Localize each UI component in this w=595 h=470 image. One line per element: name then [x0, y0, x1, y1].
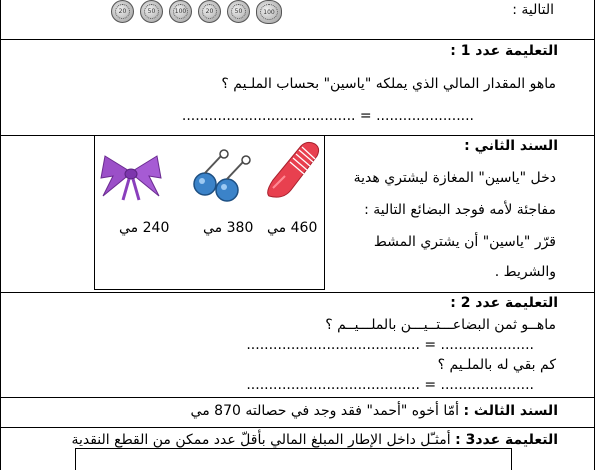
instruction-3-text: أمثـّل داخل الإطار المبلغ المالي بأقلّ عدد ممكن من القطع النقدية	[71, 432, 451, 448]
coin-icon: 100	[169, 0, 192, 23]
coin-row	[111, 0, 282, 25]
support-2-line: قرّر "ياسين" أن يشتري المشط	[373, 234, 556, 250]
support-2-title: السند الثاني :	[464, 138, 558, 154]
instruction-2	[0, 293, 595, 398]
instruction-3-row	[71, 432, 558, 448]
support-3-title: السند الثالث :	[463, 403, 558, 419]
answer-frame[interactable]	[75, 448, 512, 470]
instruction-1-answer[interactable]: ...................... = .......................................	[181, 108, 474, 124]
support-3-row	[191, 403, 558, 419]
support-2	[0, 136, 595, 293]
instruction-2-answer-2[interactable]: ..................... = .......................................	[246, 377, 534, 393]
instruction-1-question: ماهو المقدار المالي الذي يملكه "ياسين" بحساب الملـيم ؟	[221, 76, 556, 92]
support-2-line: مفاجئة لأمه فوجد البضائع التالية :	[364, 202, 556, 218]
coin-icon: 20	[198, 0, 221, 23]
instruction-1	[0, 40, 595, 136]
instruction-2-answer-1[interactable]: ..................... = .......................................	[246, 337, 534, 353]
support-3-text: أمّا أخوه "أحمد" فقد وجد في حصالته 870 مي	[190, 403, 459, 419]
instruction-3	[0, 428, 595, 470]
coin-icon: 100	[256, 0, 282, 24]
instruction-2-question-2: كم بقي له بالملـيم ؟	[437, 357, 556, 373]
coin-icon: 50	[140, 0, 163, 23]
comb-price: 460 مي	[267, 220, 318, 236]
instruction-2-title: التعليمة عدد 2 :	[450, 295, 558, 311]
earrings-price: 380 مي	[203, 220, 254, 236]
coin-icon: 20	[111, 0, 134, 23]
instruction-3-title: التعليمة عدد3 :	[455, 432, 558, 448]
support-3	[0, 398, 595, 428]
ribbon-icon	[99, 152, 163, 202]
goods-panel	[94, 136, 325, 290]
instruction-1-title: التعليمة عدد 1 :	[450, 43, 558, 59]
ribbon-price: 240 مي	[119, 220, 170, 236]
instruction-2-question-1: ماهــو ثمن البضاعـــتــيـــن بالملـــيــم ؟	[325, 317, 556, 333]
support-2-line: والشريط .	[494, 264, 556, 280]
earrings-icon	[191, 146, 253, 202]
comb-icon	[261, 136, 325, 200]
header-label: التالية :	[512, 2, 554, 18]
coin-icon: 50	[227, 0, 250, 23]
coins-header	[0, 0, 595, 40]
support-2-line: دخل "ياسين" المغازة ليشتري هدية	[353, 170, 556, 186]
